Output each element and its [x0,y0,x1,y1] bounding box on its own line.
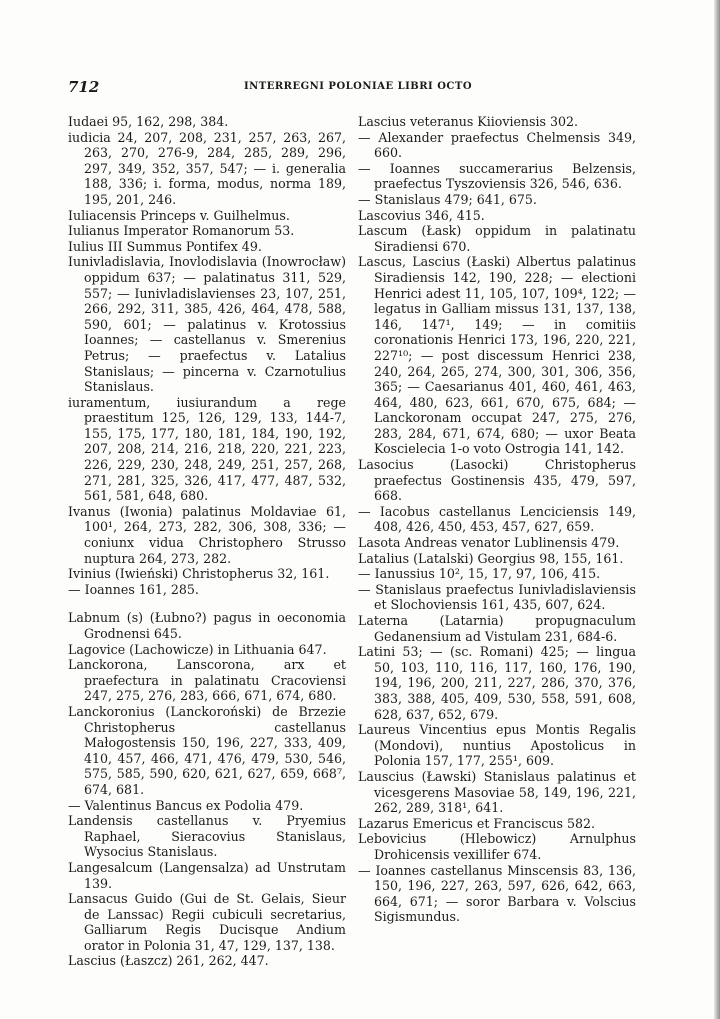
index-entry: — Alexander praefectus Chelmensis 349, 660. [358,129,636,161]
index-entry: — Ianussius 10², 15, 17, 97, 106, 415. [358,566,601,582]
index-entry: Lasota Andreas venator Lublinensis 479. [358,535,620,551]
index-entry: Lascius veteranus Kiioviensis 302. [358,114,579,129]
index-entry: Lebovicius (Hlebowicz) Arnulphus Drohicensis vexillifer 674. [358,831,636,862]
index-entry: — Valentinus Bancus ex Podolia 479. [68,797,304,813]
index-entry: Lascum (Łask) oppidum in palatinatu Siradiensi 670. [358,223,636,254]
index-entry: Lansacus Guido (Gui de St. Gelais, Sieur de Lanssac) Regii cubiculi secretarius, Galliarum Regis Ducisque Andium orator in Polonia 31, 47, 129, 137, 138. [68,891,346,953]
index-entry: Lanckoronius (Lanckoroński) de Brzezie Christopherus castellanus Małogostensis 150, 196, 227, 333, 409, 410, 457, 466, 471, 476, 479, 530, 546, 575, 585, 590, 620, 621, 627, 659, 668⁷, 674, 681. [68,703,346,797]
index-entry: — Stanislaus 479; 641, 675. [358,191,537,207]
index-entry: Latalius (Latalski) Georgius 98, 155, 161. [358,550,624,566]
index-entry: Iuliacensis Princeps v. Guilhelmus. [68,207,290,223]
index-entry: iudicia 24, 207, 208, 231, 257, 263, 267, 263, 270, 276-9, 284, 285, 289, 296, 297, 349, 352, 357, 547; — i. generalia 188, 336; i. forma, modus, norma 189, 195, 201, 246. [68,129,346,207]
index-entry: Laterna (Latarnia) propugnaculum Gedanensium ad Vistulam 231, 684-6. [358,613,636,644]
index-column-left [68,114,346,969]
index-entry: Iunivladislavia, Inovlodislavia (Inowrocław) oppidum 637; — palatinatus 311, 529, 557; — Iunivladislavienses 23, 107, 251, 266, 292, 311, 385, 426, 464, 478, 588, 590, 601; — palatinus v. Krotossius Ioannes; — castellanus v. Smerenius Petrus; — praefectus v. Latalius Stanislaus; — pincerna v. Czarnotulius Stanislaus. [68,254,346,395]
index-column-right [358,114,636,925]
index-entry: iuramentum, iusiurandum a rege praestitum 125, 126, 129, 133, 144-7, 155, 175, 177, 180, 181, 184, 190, 192, 207, 208, 214, 216, 218, 220, 221, 223, 226, 229, 230, 248, 249, 251, 257, 268, 271, 281, 325, 326, 417, 477, 487, 532, 561, 581, 648, 680. [68,394,346,504]
running-head: INTERREGNI POLONIAE LIBRI OCTO [243,81,473,92]
index-entry: — Ioannes 161, 285. [68,581,199,597]
index-entry: Iudaei 95, 162, 298, 384. [68,114,229,129]
index-entry: Laureus Vincentius epus Montis Regalis (Mondovi), nuntius Apostolicus in Polonia 157, 177, 255¹, 609. [358,722,636,769]
scan-edge-shadow [714,0,720,1019]
index-entry: Lasocius (Lasocki) Christopherus praefectus Gostinensis 435, 479, 597, 668. [358,457,636,504]
index-entry: Lauscius (Ławski) Stanislaus palatinus et vicesgerens Masoviae 58, 149, 196, 221, 262, 289, 318¹, 641. [358,768,636,816]
index-entry: — Iacobus castellanus Lenciciensis 149, 408, 426, 450, 453, 457, 627, 659. [358,503,636,535]
index-entry: — Stanislaus praefectus Iunivladislaviensis et Slochoviensis 161, 435, 607, 624. [358,581,636,613]
index-entry: Ivanus (Iwonia) palatinus Moldaviae 61, 100¹, 264, 273, 282, 306, 308, 336; — coniunx vidua Christophero Strusso nuptura 264, 273, 282. [68,503,346,566]
index-entry: Langesalcum (Langensalza) ad Unstrutam 139. [68,859,346,891]
index-entry: Lascovius 346, 415. [358,207,485,223]
index-entry: Latini 53; — (sc. Romani) 425; — lingua 50, 103, 110, 116, 117, 160, 176, 190, 194, 196, 200, 211, 227, 286, 370, 376, 383, 388, 405, 409, 530, 558, 591, 608, 628, 637, 652, 679. [358,644,636,722]
page-number: 712 [68,78,100,96]
index-entry: Lanckorona, Lanscorona, arx et praefectura in palatinatu Cracoviensi 247, 275, 276, 283, 666, 671, 674, 680. [68,657,346,704]
index-entry: — Ioannes castellanus Minscensis 83, 136, 150, 196, 227, 263, 597, 626, 642, 663, 664, 671; — soror Barbara v. Volscius Sigismundus. [358,862,636,925]
index-entry: Landensis castellanus v. Pryemius Raphael, Sieracovius Stanislaus, Wysocius Stanislaus. [68,813,346,860]
index-entry: Lascus, Lascius (Łaski) Albertus palatinus Siradiensis 142, 190, 228; — electioni Henrici adest 11, 105, 107, 109⁴, 122; — legatus in Galliam missus 131, 137, 138, 146, 147¹, 149; — in comitiis coronationis Henrici 173, 196, 220, 221, 227¹⁰; — post discessum Henrici 238, 240, 264, 265, 274, 300, 301, 306, 356, 365; — Caesarianus 401, 460, 461, 463, 464, 480, 623, 661, 670, 675, 684; — Lanckoronam occupat 247, 275, 276, 283, 284, 671, 674, 680; — uxor Beata Koscielecia 1-o voto Ostrogia 141, 142. [358,254,636,457]
index-entry: Labnum (s) (Łubno?) pagus in oeconomia Grodnensi 645. [68,610,346,641]
index-entry: Lascius (Łaszcz) 261, 262, 447. [68,953,269,969]
index-entry: Lazarus Emericus et Franciscus 582. [358,815,595,831]
index-entry: Ivinius (Iwieński) Christopherus 32, 161. [68,566,330,582]
page-header [68,78,648,98]
index-entry: Lagovice (Lachowicze) in Lithuania 647. [68,641,327,657]
index-entry: — Ioannes succamerarius Belzensis, praefectus Tyszoviensis 326, 546, 636. [358,160,636,192]
index-entry: Iulius III Summus Pontifex 49. [68,238,262,254]
index-entry: Iulianus Imperator Romanorum 53. [68,223,295,239]
